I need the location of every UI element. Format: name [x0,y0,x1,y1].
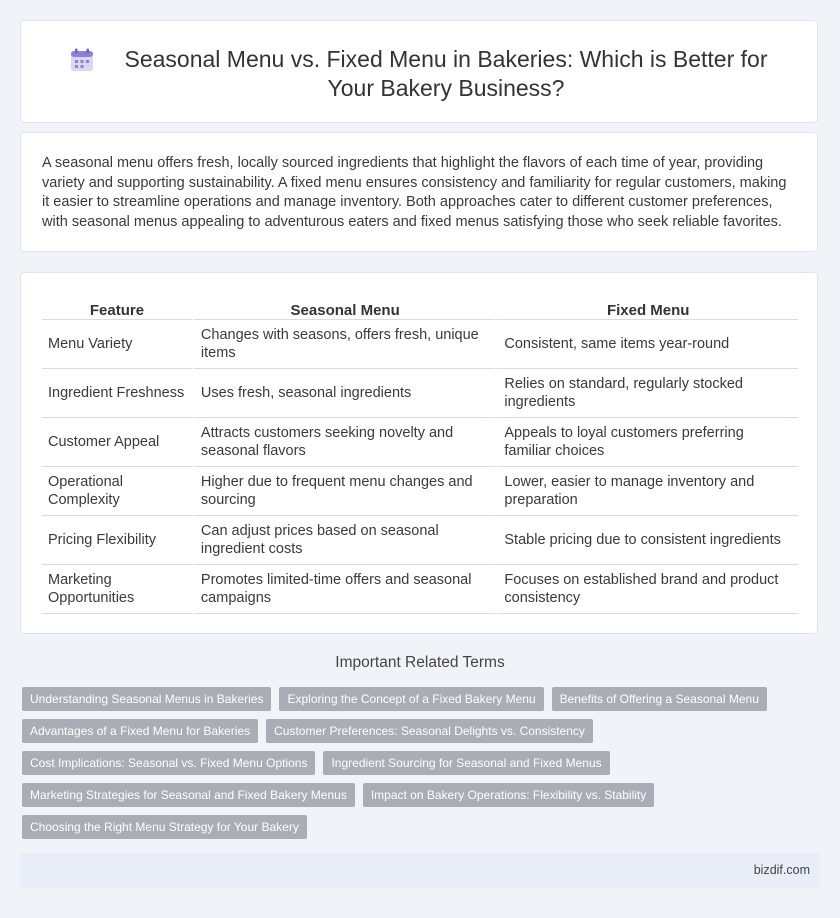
table-row [42,320,798,369]
feature-cell: Operational Complexity [42,467,192,516]
related-term-tag[interactable]: Customer Preferences: Seasonal Delights vs. Consistency [266,719,593,743]
comparison-card [20,272,818,634]
table-row [42,418,798,467]
header-feature: Feature [42,295,192,320]
related-term-tag[interactable]: Cost Implications: Seasonal vs. Fixed Menu Options [22,751,315,775]
table-row [42,565,798,614]
feature-cell: Marketing Opportunities [42,565,192,614]
table-header-row [42,295,798,320]
related-term-tag[interactable]: Advantages of a Fixed Menu for Bakeries [22,719,258,743]
feature-cell: Ingredient Freshness [42,369,192,418]
feature-cell: Customer Appeal [42,418,192,467]
footer-site-name: bizdif.com [753,863,810,877]
fixed-cell: Stable pricing due to consistent ingredients [495,516,798,565]
related-term-tag[interactable]: Exploring the Concept of a Fixed Bakery Menu [279,687,543,711]
title-card [20,20,818,123]
calendar-icon [69,47,95,73]
seasonal-cell: Promotes limited-time offers and seasonal campaigns [192,565,495,614]
table-row [42,516,798,565]
related-term-tag[interactable]: Understanding Seasonal Menus in Bakeries [22,687,271,711]
seasonal-cell: Uses fresh, seasonal ingredients [192,369,495,418]
fixed-cell: Consistent, same items year-round [495,320,798,369]
related-term-tag[interactable]: Impact on Bakery Operations: Flexibility vs. Stability [363,783,654,807]
fixed-cell: Appeals to loyal customers preferring familiar choices [495,418,798,467]
header-seasonal-menu: Seasonal Menu [192,295,495,320]
fixed-cell: Lower, easier to manage inventory and preparation [495,467,798,516]
footer [20,853,820,888]
fixed-cell: Relies on standard, regularly stocked ingredients [495,369,798,418]
related-terms-heading: Important Related Terms [335,654,505,671]
seasonal-cell: Higher due to frequent menu changes and sourcing [192,467,495,516]
seasonal-cell: Changes with seasons, offers fresh, unique items [192,320,495,369]
seasonal-cell: Can adjust prices based on seasonal ingredient costs [192,516,495,565]
related-term-tag[interactable]: Marketing Strategies for Seasonal and Fixed Bakery Menus [22,783,355,807]
comparison-table [42,295,798,614]
related-term-tag[interactable]: Choosing the Right Menu Strategy for Your Bakery [22,815,307,839]
feature-cell: Pricing Flexibility [42,516,192,565]
intro-card [20,132,818,252]
related-term-tag[interactable]: Benefits of Offering a Seasonal Menu [552,687,767,711]
fixed-cell: Focuses on established brand and product consistency [495,565,798,614]
table-row [42,467,798,516]
page-title: Seasonal Menu vs. Fixed Menu in Bakeries: Which is Better for Your Bakery Business? [124,46,768,101]
related-term-tag[interactable]: Ingredient Sourcing for Seasonal and Fixed Menus [323,751,609,775]
related-terms-list [22,687,802,847]
header-fixed-menu: Fixed Menu [495,295,798,320]
table-row [42,369,798,418]
feature-cell: Menu Variety [42,320,192,369]
intro-paragraph: A seasonal menu offers fresh, locally sourced ingredients that highlight the flavors of each time of year, providing variety and supporting sustainability. A fixed menu ensures consistency and familiarity for regular customers, making it easier to streamline operations and manage inventory. Both approaches cater to different customer preferences, with seasonal menus appealing to adventurous eaters and fixed menus satisfying those who seek reliable favorites. [42,155,787,230]
seasonal-cell: Attracts customers seeking novelty and seasonal flavors [192,418,495,467]
